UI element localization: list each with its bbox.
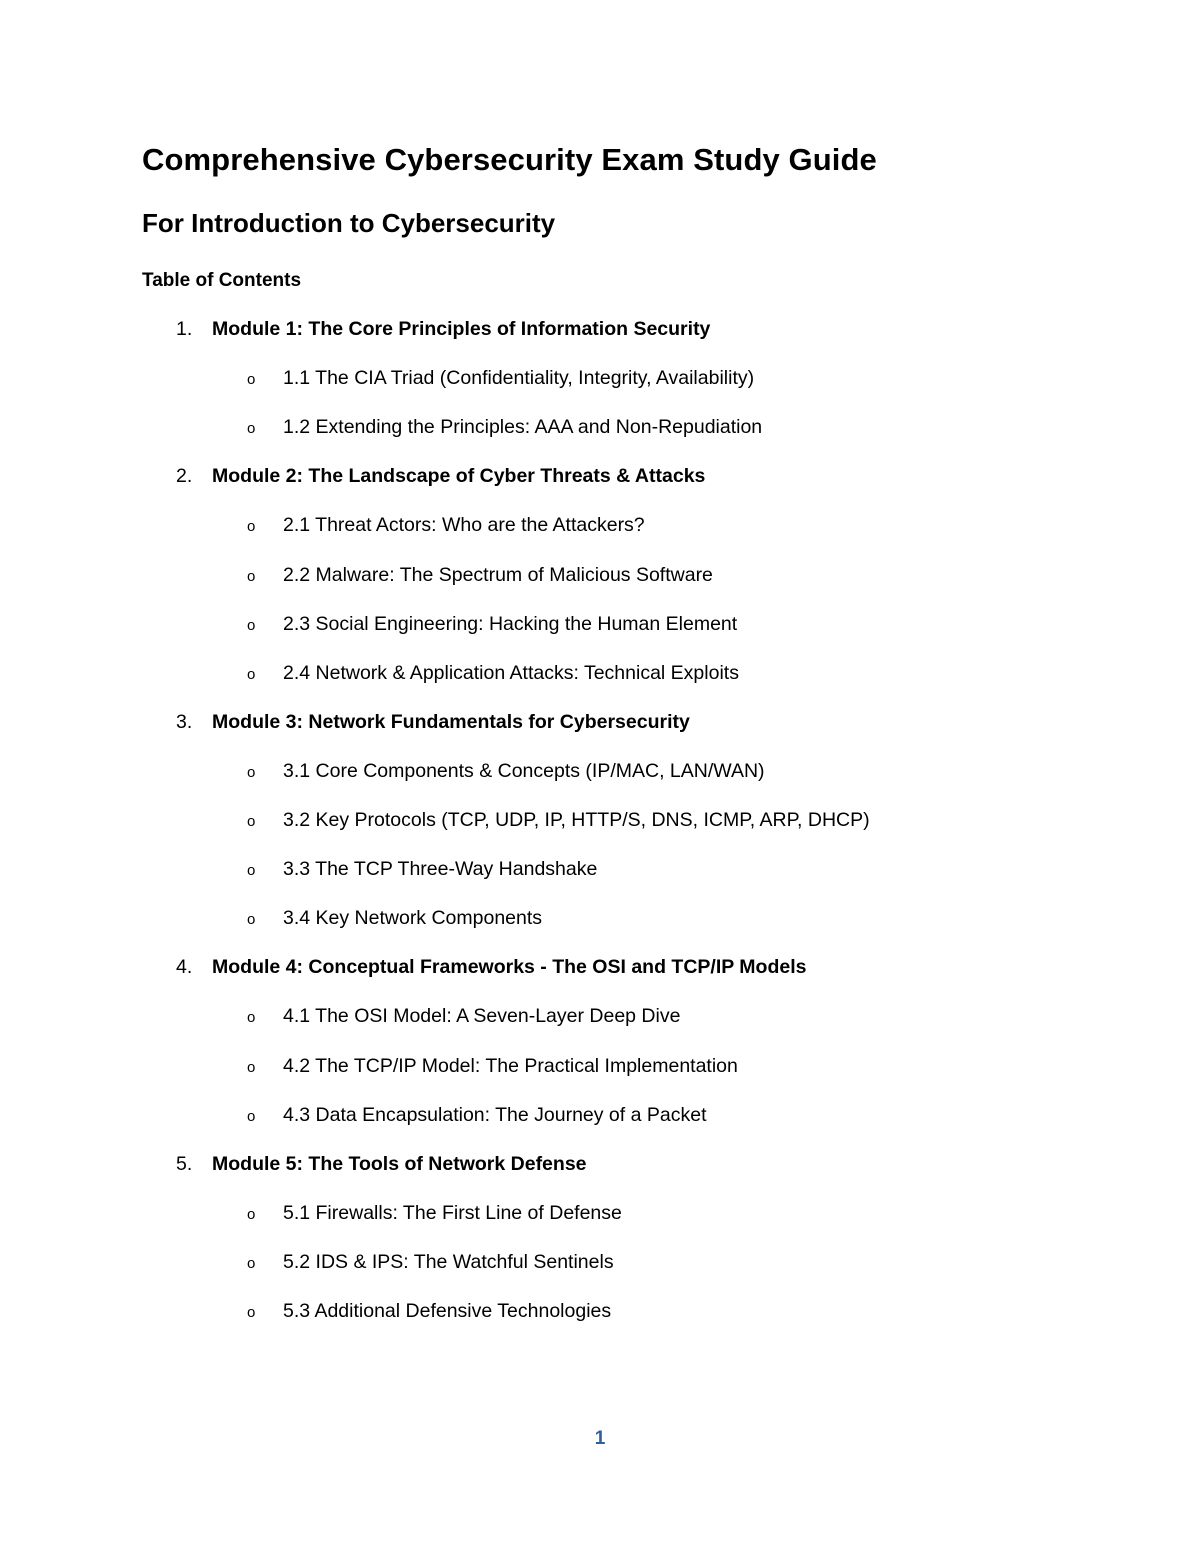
toc-subsection-label: 5.2 IDS & IPS: The Watchful Sentinels [283, 1250, 614, 1273]
bullet-icon: o [247, 911, 256, 929]
bullet-icon: o [247, 1009, 256, 1027]
toc-subsection-label: 4.1 The OSI Model: A Seven-Layer Deep Dive [283, 1005, 681, 1028]
toc-module-number: 3. [176, 710, 193, 733]
toc-module-label: Module 1: The Core Principles of Information Security [212, 318, 711, 340]
toc-subsection-label: 3.1 Core Components & Concepts (IP/MAC, LAN/WAN) [283, 759, 765, 782]
toc-subsection-label: 2.3 Social Engineering: Hacking the Human Element [283, 612, 738, 635]
toc-subsection-label: 3.2 Key Protocols (TCP, UDP, IP, HTTP/S, DNS, ICMP, ARP, DHCP) [283, 809, 870, 831]
toc-module-number: 2. [176, 465, 193, 488]
bullet-icon: o [247, 1254, 256, 1272]
toc-module-label: Module 4: Conceptual Frameworks - The OSI and TCP/IP Models [212, 956, 807, 979]
toc-module-number: 1. [176, 318, 193, 340]
toc-module-number: 5. [176, 1152, 193, 1175]
toc-subsection-label: 1.2 Extending the Principles: AAA and Non-Repudiation [283, 416, 763, 439]
bullet-icon: o [247, 813, 256, 830]
bullet-icon: o [247, 1205, 256, 1223]
toc-subsection-label: 1.1 The CIA Triad (Confidentiality, Integrity, Availability) [283, 367, 755, 390]
bullet-icon: o [247, 567, 256, 585]
toc-subsection-label: 2.2 Malware: The Spectrum of Malicious Software [283, 563, 713, 586]
toc-subsection-label: 5.3 Additional Defensive Technologies [283, 1300, 612, 1322]
bullet-icon: o [247, 518, 256, 536]
page-number: 1 [594, 1428, 606, 1449]
bullet-icon: o [247, 763, 256, 781]
document-title: Comprehensive Cybersecurity Exam Study Guide [142, 142, 877, 177]
bullet-icon: o [247, 616, 256, 634]
toc-subsection-label: 4.3 Data Encapsulation: The Journey of a Packet [283, 1103, 707, 1126]
bullet-icon: o [247, 371, 256, 389]
bullet-icon: o [247, 665, 256, 683]
toc-heading: Table of Contents [142, 270, 302, 291]
toc-subsection-label: 3.3 The TCP Three-Way Handshake [283, 858, 598, 881]
toc-subsection-label: 2.4 Network & Application Attacks: Technical Exploits [283, 661, 739, 684]
toc-module-label: Module 2: The Landscape of Cyber Threats & Attacks [212, 465, 706, 488]
bullet-icon: o [247, 420, 256, 438]
toc-module-label: Module 5: The Tools of Network Defense [212, 1152, 587, 1175]
bullet-icon: o [247, 1107, 256, 1125]
toc-module-number: 4. [176, 956, 193, 979]
bullet-icon: o [247, 1304, 256, 1321]
bullet-icon: o [247, 862, 256, 880]
toc-subsection-label: 5.1 Firewalls: The First Line of Defense [283, 1201, 622, 1224]
bullet-icon: o [247, 1058, 256, 1076]
toc-module-label: Module 3: Network Fundamentals for Cybersecurity [212, 710, 690, 733]
document-subtitle: For Introduction to Cybersecurity [142, 208, 556, 238]
toc-subsection-label: 4.2 The TCP/IP Model: The Practical Implementation [283, 1054, 738, 1077]
toc-subsection-label: 2.1 Threat Actors: Who are the Attackers? [283, 514, 645, 537]
toc-subsection-label: 3.4 Key Network Components [283, 907, 543, 930]
